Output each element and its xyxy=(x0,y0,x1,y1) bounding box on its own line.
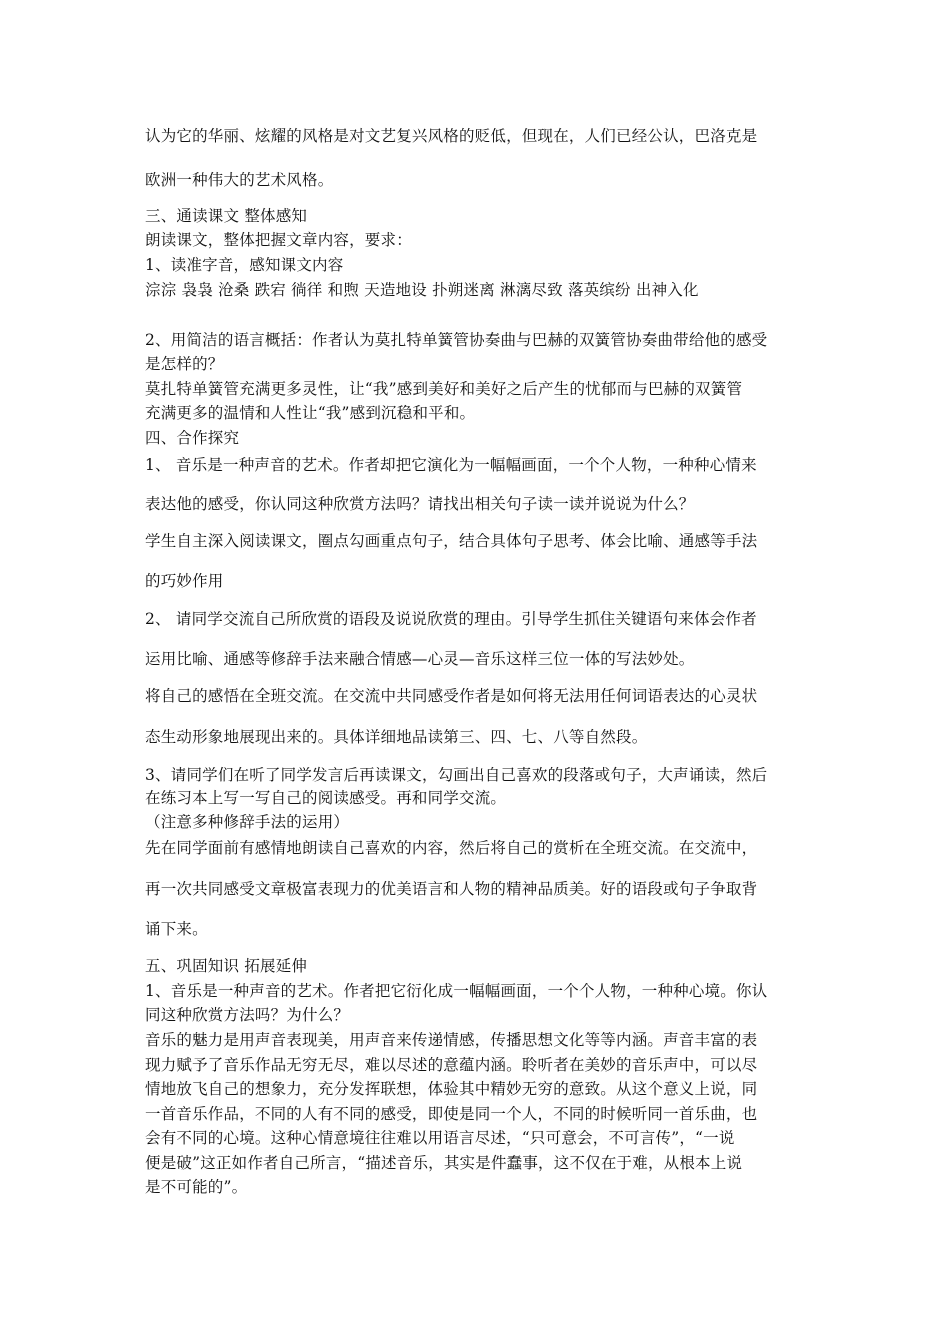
text-line: 2、用简洁的语言概括：作者认为莫扎特单簧管协奏曲与巴赫的双簧管协奏曲带给他的感受 xyxy=(145,331,768,349)
text-line: 的巧妙作用 xyxy=(145,572,224,590)
text-line: 先在同学面前有感情地朗读自己喜欢的内容，然后将自己的赏析在全班交流。在交流中， xyxy=(145,839,758,857)
text-line: 情地放飞自己的想象力，充分发挥联想，体验其中精妙无穷的意致。从这个意义上说，同 xyxy=(145,1080,758,1098)
text-line: 诵下来。 xyxy=(145,920,208,938)
section-heading: 四、合作探究 xyxy=(145,429,240,447)
text-line: 表达他的感受，你认同这种欣赏方法吗？请找出相关句子读一读并说说为什么？ xyxy=(145,495,695,513)
section-heading: 三、通读课文 整体感知 xyxy=(145,207,308,225)
text-line: 态生动形象地展现出来的。具体详细地品读第三、四、七、八等自然段。 xyxy=(145,728,648,746)
text-line: 淙淙 袅袅 沧桑 跌宕 徜徉 和煦 天造地设 扑朔迷离 淋漓尽致 落英缤纷 出神入化 xyxy=(145,281,699,299)
text-line: 3、请同学们在听了同学发言后再读课文，勾画出自己喜欢的段落或句子，大声诵读，然后 xyxy=(145,766,768,784)
text-line: 充满更多的温情和人性让“我”感到沉稳和平和。 xyxy=(145,404,476,422)
text-line: 是不可能的”。 xyxy=(145,1178,248,1196)
text-line: 是怎样的？ xyxy=(145,355,224,373)
text-line: 将自己的感悟在全班交流。在交流中共同感受作者是如何将无法用任何词语表达的心灵状 xyxy=(145,687,758,705)
text-line: 1、读准字音，感知课文内容 xyxy=(145,256,344,274)
text-line: 会有不同的心境。这种心情意境往往难以用语言尽述，“只可意会，不可言传”，“一说 xyxy=(145,1129,735,1147)
text-line: 1、音乐是一种声音的艺术。作者把它衍化成一幅幅画面，一个个人物，一种种心境。你认 xyxy=(145,982,768,1000)
text-line: 欧洲一种伟大的艺术风格。 xyxy=(145,171,334,189)
text-line: 2、 请同学交流自己所欣赏的语段及说说欣赏的理由。引导学生抓住关键语句来体会作者 xyxy=(145,610,757,628)
text-line: 同这种欣赏方法吗？为什么？ xyxy=(145,1006,350,1024)
section-heading: 五、巩固知识 拓展延伸 xyxy=(145,957,308,975)
text-line: 朗读课文，整体把握文章内容，要求： xyxy=(145,231,412,249)
text-line: 便是破”这正如作者自己所言，“描述音乐，其实是件蠢事，这不仅在于难，从根本上说 xyxy=(145,1154,743,1172)
text-line: 1、 音乐是一种声音的艺术。作者却把它演化为一幅幅画面，一个个人物，一种种心情来 xyxy=(145,456,757,474)
text-line: 音乐的魅力是用声音表现美，用声音来传递情感，传播思想文化等等内涵。声音丰富的表 xyxy=(145,1031,758,1049)
text-line: 运用比喻、通感等修辞手法来融合情感—心灵—音乐这样三位一体的写法妙处。 xyxy=(145,650,695,668)
text-line: 莫扎特单簧管充满更多灵性，让“我”感到美好和美好之后产生的忧郁而与巴赫的双簧管 xyxy=(145,380,743,398)
text-line: 再一次共同感受文章极富表现力的优美语言和人物的精神品质美。好的语段或句子争取背 xyxy=(145,880,758,898)
text-line: 现力赋予了音乐作品无穷无尽，难以尽述的意蕴内涵。聆听者在美妙的音乐声中，可以尽 xyxy=(145,1056,758,1074)
text-line: 在练习本上写一写自己的阅读感受。再和同学交流。 xyxy=(145,789,507,807)
text-line: 认为它的华丽、炫耀的风格是对文艺复兴风格的贬低，但现在，人们已经公认，巴洛克是 xyxy=(145,127,758,145)
text-line: 学生自主深入阅读课文，圈点勾画重点句子，结合具体句子思考、体会比喻、通感等手法 xyxy=(145,532,758,550)
text-line: 一首音乐作品，不同的人有不同的感受，即使是同一个人，不同的时候听同一首乐曲，也 xyxy=(145,1105,758,1123)
text-line: （注意多种修辞手法的运用） xyxy=(145,813,350,831)
